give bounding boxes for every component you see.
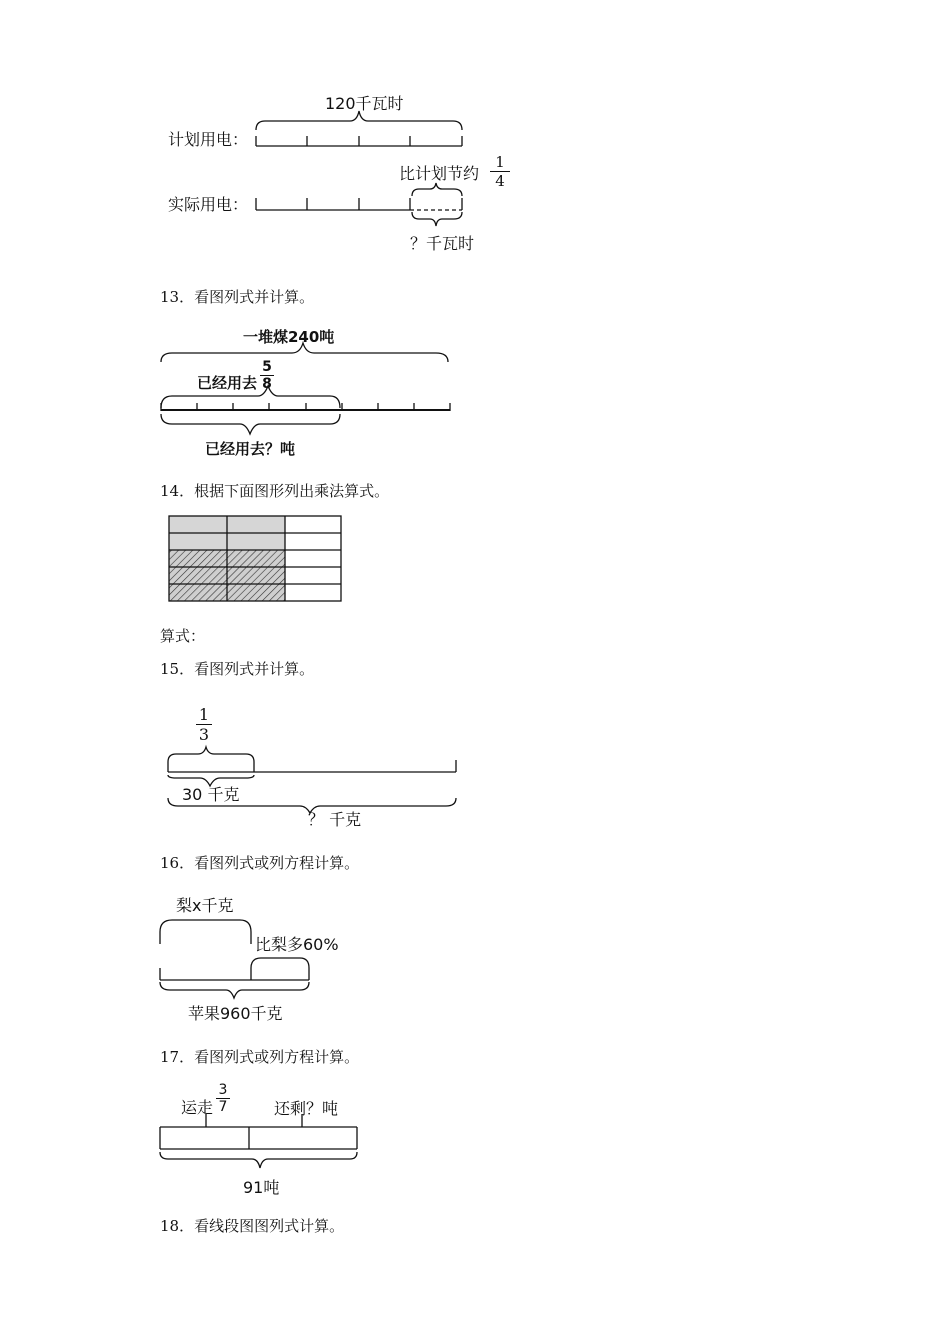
actual-electricity-label: 实际用电： <box>168 195 249 214</box>
apple-label: 苹果960千克 <box>188 1004 283 1023</box>
save-fraction: 1 4 <box>490 154 510 189</box>
question-14: 14．根据下面图形列出乘法算式。 <box>160 482 390 500</box>
coal-question-label: 已经用去？吨 <box>205 440 296 458</box>
pear-label: 梨x千克 <box>176 896 234 915</box>
save-label: 比计划节约 <box>399 164 480 183</box>
question-13: 13．看图列式并计算。 <box>160 288 315 306</box>
question-kwh-label: ？千瓦时 <box>410 234 475 253</box>
coal-used-fraction: 5 8 <box>260 360 274 391</box>
plan-electricity-label: 计划用电： <box>168 130 249 149</box>
formula-label: 算式： <box>160 627 206 645</box>
q15-part-label: 30 千克 <box>182 785 240 804</box>
question-15: 15．看图列式并计算。 <box>160 660 315 678</box>
q15-question-label: ？ 千克 <box>308 810 362 829</box>
more-than-pear-label: 比梨多60% <box>255 935 339 954</box>
question-17: 17．看图列式或列方程计算。 <box>160 1048 360 1066</box>
total-91-label: 91吨 <box>243 1178 280 1197</box>
moved-label: 运走 <box>181 1098 214 1117</box>
remain-label: 还剩？吨 <box>274 1099 339 1118</box>
coal-total-label: 一堆煤240吨 <box>243 328 335 346</box>
coal-used-label: 已经用去 <box>197 374 258 392</box>
q15-fraction: 1 3 <box>196 706 212 743</box>
moved-fraction: 3 7 <box>216 1083 230 1114</box>
question-16: 16．看图列式或列方程计算。 <box>160 854 360 872</box>
question-18: 18．看线段图图列式计算。 <box>160 1217 345 1235</box>
total-electricity-label: 120千瓦时 <box>325 94 404 113</box>
